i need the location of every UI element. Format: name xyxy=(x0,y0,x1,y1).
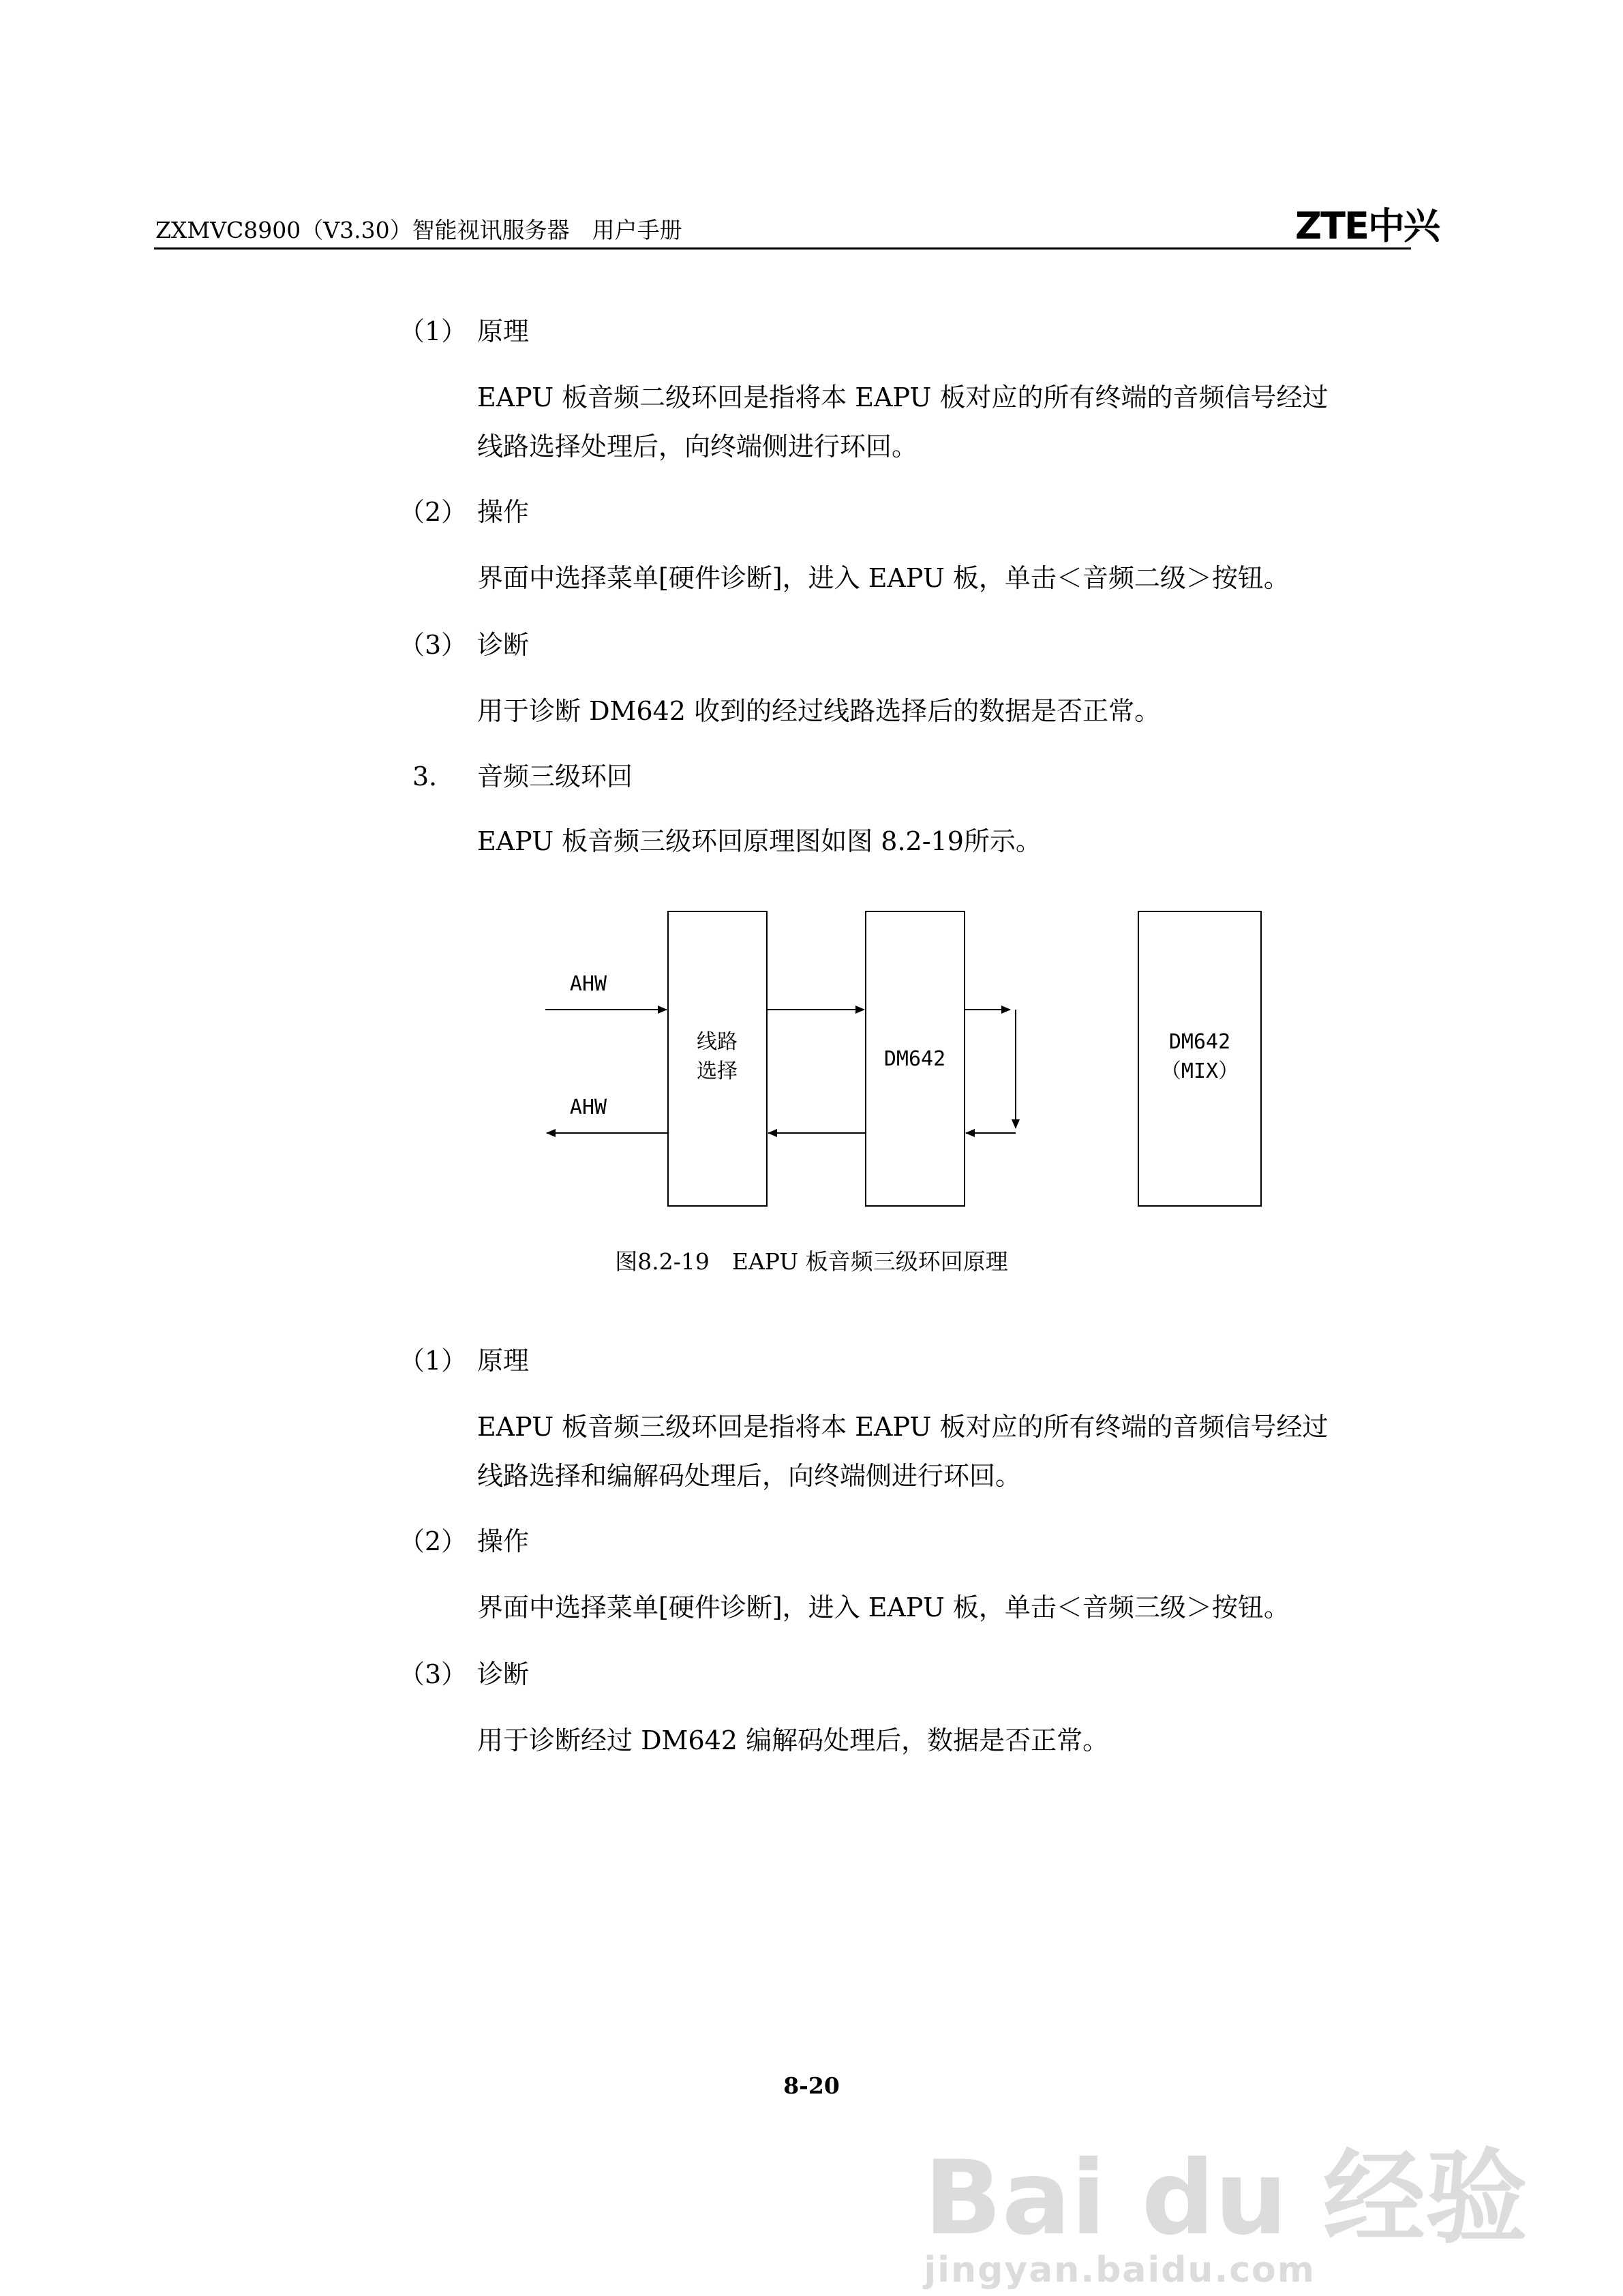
paragraph-line: 线路选择和编解码处理后，向终端侧进行环回。 xyxy=(477,1461,1022,1491)
item-number: （2） xyxy=(399,497,468,527)
paragraph-line: EAPU 板音频二级环回是指将本 EAPU 板对应的所有终端的音频信号经过 xyxy=(477,382,1329,412)
dm642-mix-label: DM642 xyxy=(1168,1030,1231,1054)
dm642-label: DM642 xyxy=(883,1047,946,1071)
item-heading: 原理 xyxy=(477,1346,530,1376)
page-number: 8-20 xyxy=(783,2072,840,2099)
dm642-mix-box xyxy=(1138,911,1261,1206)
paragraph-line: EAPU 板音频三级环回是指将本 EAPU 板对应的所有终端的音频信号经过 xyxy=(477,1412,1329,1442)
figure-caption: 图8.2-19 EAPU 板音频三级环回原理 xyxy=(615,1248,1008,1275)
item-number: （2） xyxy=(399,1526,468,1556)
paragraph-line: 界面中选择菜单[硬件诊断]，进入 EAPU 板，单击＜音频二级＞按钮。 xyxy=(477,563,1290,593)
item-number: （1） xyxy=(399,316,468,346)
item-heading: 诊断 xyxy=(477,1659,530,1689)
item-heading: 操作 xyxy=(477,497,530,527)
ahw-out-label: AHW xyxy=(569,1096,607,1119)
item-heading: 诊断 xyxy=(477,630,530,660)
watermark-url: jingyan.baidu.com xyxy=(924,2250,1316,2291)
watermark-brand: Bai du 经验 xyxy=(924,2139,1528,2258)
header-title: ZXMVC8900（V3.30）智能视讯服务器 用户手册 xyxy=(155,217,682,243)
paragraph-line: 用于诊断经过 DM642 编解码处理后，数据是否正常。 xyxy=(477,1725,1109,1755)
paragraph-line: 界面中选择菜单[硬件诊断]，进入 EAPU 板，单击＜音频三级＞按钮。 xyxy=(477,1592,1290,1622)
line-select-box xyxy=(668,911,767,1206)
paragraph-line: EAPU 板音频三级环回原理图如图 8.2-19所示。 xyxy=(477,826,1042,856)
line-select-label: 线路 xyxy=(697,1030,738,1054)
item-heading: 操作 xyxy=(477,1526,530,1556)
item-number: （3） xyxy=(399,1659,468,1689)
item-number: （3） xyxy=(399,630,468,660)
header-rule xyxy=(154,247,1411,250)
loopback-diagram xyxy=(525,890,1275,1217)
section-number: 3． xyxy=(412,761,455,791)
ahw-in-label: AHW xyxy=(569,972,607,996)
section-title: 音频三级环回 xyxy=(477,761,633,791)
zte-logo: ZTE中兴 xyxy=(1295,205,1439,247)
dm642-mix-label: （MIX） xyxy=(1160,1059,1239,1083)
baidu-watermark xyxy=(924,2139,1528,2291)
item-number: （1） xyxy=(399,1346,468,1376)
paragraph-line: 用于诊断 DM642 收到的经过线路选择后的数据是否正常。 xyxy=(477,696,1161,726)
paragraph-line: 线路选择处理后，向终端侧进行环回。 xyxy=(477,432,918,462)
line-select-label: 选择 xyxy=(697,1059,738,1083)
item-heading: 原理 xyxy=(477,316,530,346)
